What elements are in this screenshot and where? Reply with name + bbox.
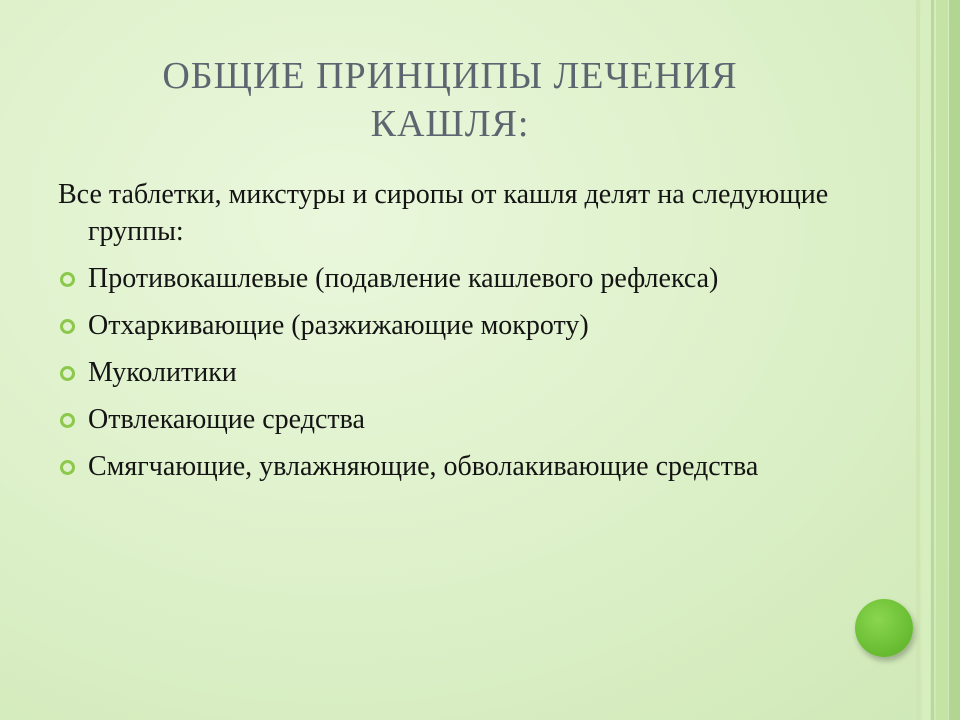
list-item xyxy=(58,448,878,485)
ring-bullet-icon xyxy=(60,319,75,334)
list-item xyxy=(58,401,878,438)
decorative-stripe xyxy=(936,0,948,720)
ring-bullet-icon xyxy=(60,413,75,428)
slide-body xyxy=(58,176,878,495)
slide-title xyxy=(60,52,840,148)
list-item xyxy=(58,354,878,391)
ring-bullet-icon xyxy=(60,366,75,381)
list-item-text: Смягчающие, увлажняющие, обволакивающие средства xyxy=(88,451,759,482)
decorative-stripe xyxy=(916,0,920,720)
ring-bullet-icon xyxy=(60,460,75,475)
slide-title-line-2: КАШЛЯ: xyxy=(370,103,530,145)
green-circle-icon xyxy=(855,599,913,657)
ring-bullet-icon xyxy=(60,272,75,287)
decorative-stripe xyxy=(931,0,934,720)
treatment-group-list xyxy=(58,260,878,485)
list-item xyxy=(58,307,878,344)
list-item-text: Муколитики xyxy=(88,357,237,388)
decorative-stripe xyxy=(922,0,930,720)
decorative-stripe xyxy=(949,0,960,720)
list-item-text: Отхаркивающие (разжижающие мокроту) xyxy=(88,310,589,341)
list-item-text: Противокашлевые (подавление кашлевого рефлекса) xyxy=(88,263,719,294)
slide-title-line-1: ОБЩИЕ ПРИНЦИПЫ ЛЕЧЕНИЯ xyxy=(162,55,738,97)
list-item xyxy=(58,260,878,297)
intro-text: Все таблетки, микстуры и сиропы от кашля делят на следующие группы: xyxy=(58,179,829,247)
list-item-text: Отвлекающие средства xyxy=(88,404,365,435)
